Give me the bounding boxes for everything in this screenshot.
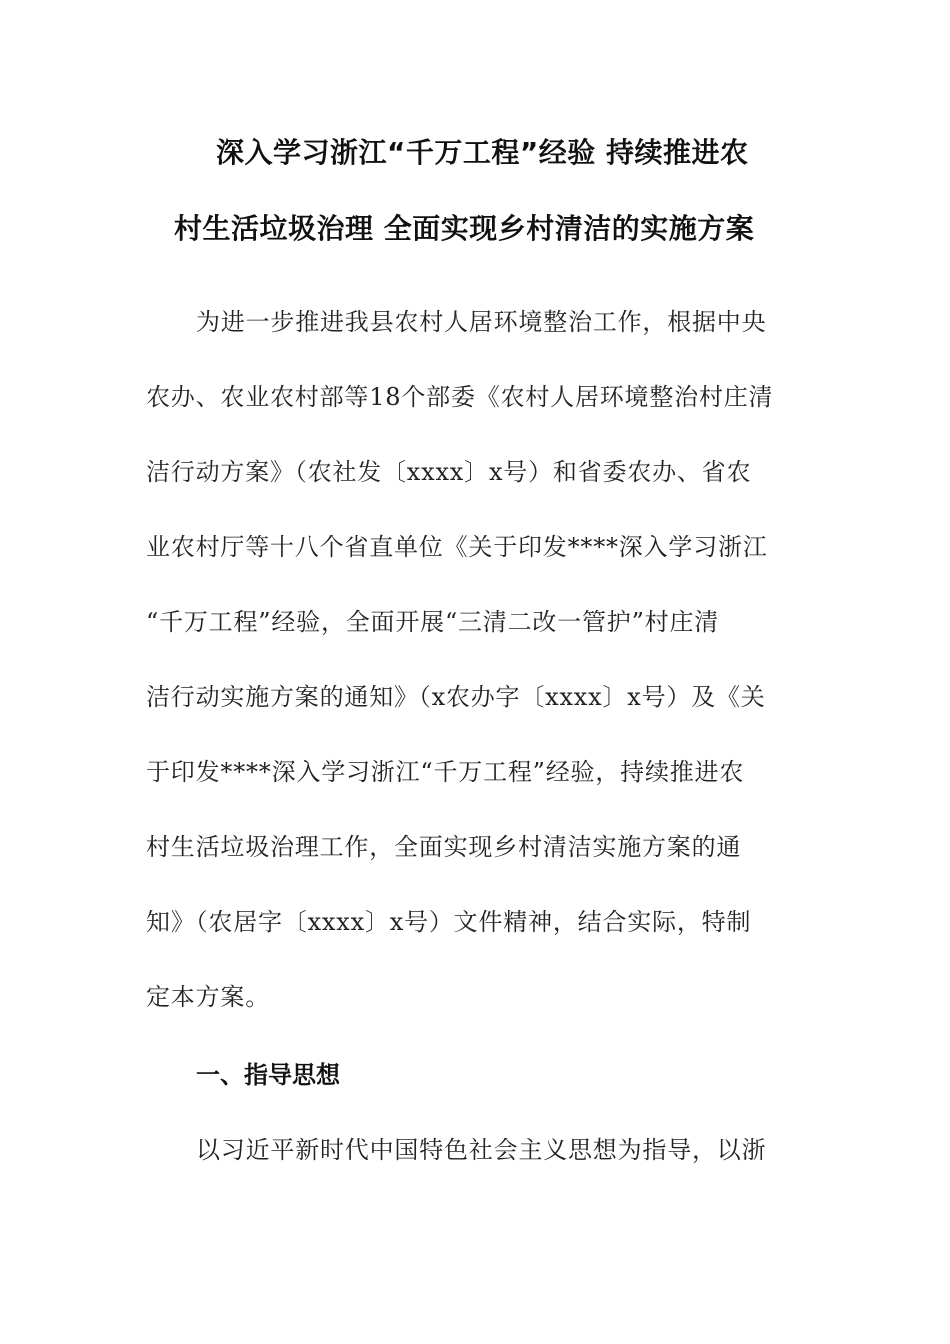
intro-line-10: 定本方案。 [146, 983, 270, 1011]
intro-line-5: “千万工程”经验，全面开展“三清二改一管护”村庄清 [146, 608, 720, 636]
intro-line-7: 于印发****深入学习浙江“千万工程”经验，持续推进农 [146, 758, 745, 786]
section-heading-guiding-ideology: 一、指导思想 [196, 1061, 340, 1089]
intro-line-1: 为进一步推进我县农村人居环境整治工作，根据中央 [196, 308, 767, 336]
intro-line-3: 洁行动方案》（农社发〔xxxx〕x号）和省委农办、省农 [146, 458, 752, 486]
intro-line-4: 业农村厅等十八个省直单位《关于印发****深入学习浙江 [146, 533, 768, 561]
intro-line-9: 知》（农居字〔xxxx〕x号）文件精神，结合实际，特制 [146, 908, 752, 936]
section-1-line-1: 以习近平新时代中国特色社会主义思想为指导，以浙 [196, 1136, 767, 1164]
intro-line-2: 农办、农业农村部等18个部委《农村人居环境整治村庄清 [146, 383, 774, 411]
intro-line-6: 洁行动实施方案的通知》（x农办字〔xxxx〕x号）及《关 [146, 683, 766, 711]
intro-line-8: 村生活垃圾治理工作，全面实现乡村清洁实施方案的通 [146, 833, 742, 861]
document-title-line-1: 深入学习浙江“千万工程”经验 持续推进农 [216, 136, 749, 169]
document-title-line-2: 村生活垃圾治理 全面实现乡村清洁的实施方案 [174, 212, 755, 245]
